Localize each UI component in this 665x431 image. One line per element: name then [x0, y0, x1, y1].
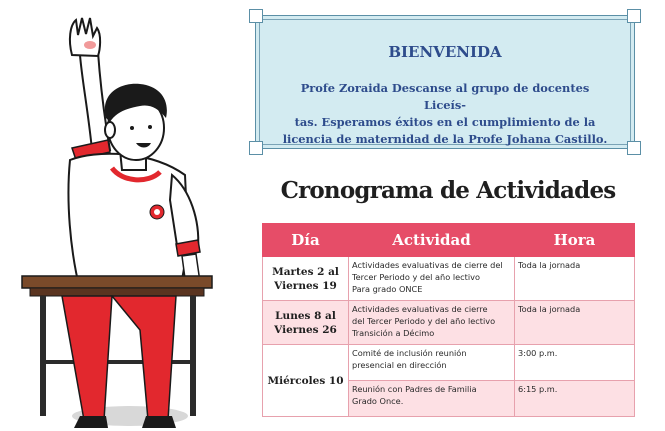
activity-line: Reunión con Padres de Familia [352, 384, 477, 394]
activity-line: Actividades evaluativas de cierre del [352, 260, 503, 270]
row-day [263, 257, 349, 301]
student-raising-hand-illustration [0, 0, 240, 431]
activity-line: Tercer Periodo y del año lectivo [352, 272, 481, 282]
header-time: Hora [515, 224, 635, 257]
activity-line: Actividades evaluativas de cierre [352, 304, 488, 314]
schedule-table [262, 223, 635, 417]
welcome-message-line: Profe Zoraida Descanse al grupo de docentes Liceís- [300, 81, 590, 112]
activity-line: Para grado ONCE [352, 284, 423, 294]
row-day [263, 301, 349, 345]
table-header-row [263, 224, 635, 257]
activity-line: Grado Once. [352, 396, 404, 406]
welcome-panel [255, 15, 635, 149]
row-day [263, 345, 349, 417]
row-time: 6:15 p.m. [515, 381, 635, 417]
schedule-title: Cronograma de Actividades [280, 177, 616, 204]
header-activity: Actividad [349, 224, 515, 257]
day-line: Lunes 8 al [275, 309, 336, 322]
row-time: Toda la jornada [515, 301, 635, 345]
day-line: Viernes 26 [274, 323, 337, 336]
row-time: Toda la jornada [515, 257, 635, 301]
day-line: Miércoles 10 [267, 374, 344, 387]
activity-line: presencial en dirección [352, 360, 447, 370]
activity-line: Comité de inclusión reunión [352, 348, 467, 358]
row-activity [349, 257, 515, 301]
welcome-title: BIENVENIDA [388, 43, 502, 61]
row-activity [349, 345, 515, 381]
welcome-message [278, 80, 612, 148]
header-day: Día [263, 224, 349, 257]
row-activity [349, 381, 515, 417]
activity-line: del Tercer Periodo y del año lectivo [352, 316, 496, 326]
row-activity [349, 301, 515, 345]
table-row [263, 301, 635, 345]
day-line: Viernes 19 [274, 279, 337, 292]
welcome-message-line: tas. Esperamos éxitos en el cumplimiento de la [294, 115, 596, 129]
table-row [263, 257, 635, 301]
welcome-message-line: licencia de maternidad de la Profe Johana Castillo. [282, 132, 608, 146]
day-line: Martes 2 al [272, 265, 339, 278]
activity-line: Transición a Décimo [352, 328, 435, 338]
panel-corner [627, 9, 641, 23]
panel-corner [249, 9, 263, 23]
panel-corner [627, 141, 641, 155]
row-time: 3:00 p.m. [515, 345, 635, 381]
panel-corner [249, 141, 263, 155]
table-row [263, 345, 635, 381]
